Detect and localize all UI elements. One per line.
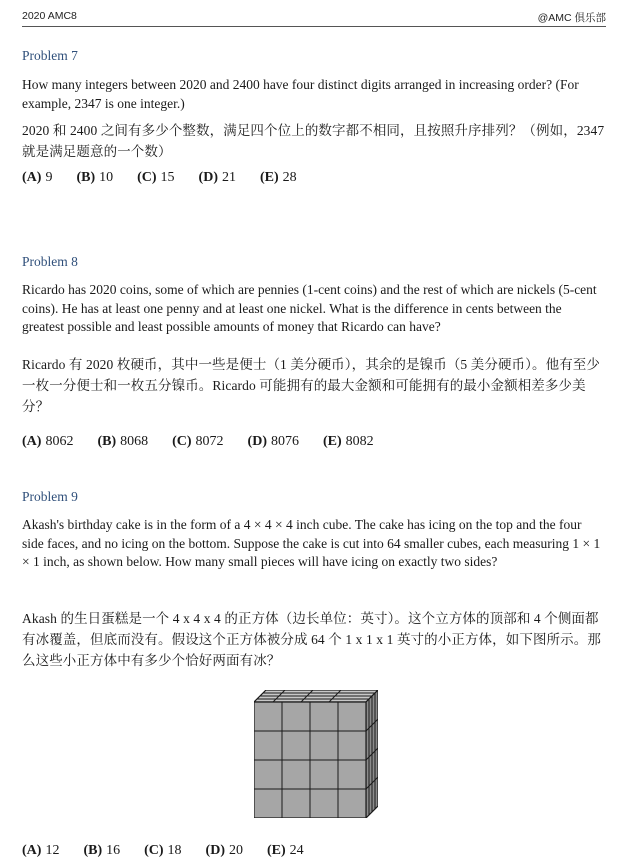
choice[interactable]: (A) 8062 xyxy=(22,434,74,449)
choice[interactable]: (B) 16 xyxy=(83,843,121,858)
choice[interactable]: (D) 21 xyxy=(198,170,236,185)
choice[interactable]: (A) 9 xyxy=(22,170,53,185)
problem-9-choices xyxy=(22,843,606,859)
problem-8-chinese: Ricardo 有 2020 枚硬币，其中一些是便士（1 美分硬币），其余的是镍币（5 美分硬币）。他有至少一枚一分便士和一枚五分镍币。Ricardo 可能拥有的最大金额和可能拥有的最小金额相差多少美分？ xyxy=(22,357,601,414)
problem-7-english: How many integers between 2020 and 2400 have four distinct digits arranged in increasing order? (For example, 2347 is one integer.) xyxy=(22,77,579,111)
header-divider xyxy=(22,26,606,27)
choice[interactable]: (B) 8068 xyxy=(97,434,149,449)
choice[interactable]: (E) 8082 xyxy=(322,434,374,449)
problem-7-chinese: 2020 和 2400 之间有多少个整数，满足四个位上的数字都不相同，且按照升序排列？（例如，2347 就是满足题意的一个数） xyxy=(22,123,605,159)
page-header xyxy=(22,8,606,26)
header-exam-label: 2020 AMC8 xyxy=(22,10,77,22)
header-club-label: @AMC 俱乐部 xyxy=(537,12,606,24)
choice[interactable]: (A) 12 xyxy=(22,843,60,858)
problem-9-chinese: Akash 的生日蛋糕是一个 4 x 4 x 4 的正方体（边长单位：英寸）。这个立方体的顶部和 4 个侧面都有冰覆盖，但底而没有。假设这个正方体被分成 64 个 1 x 1 x 1 英寸的小正方体，如下图所示。那么这些小正方体中有多少个恰好两面有冰？ xyxy=(22,611,601,668)
problem-8-choices xyxy=(22,434,606,450)
choice[interactable]: (E) 28 xyxy=(259,170,297,185)
problem-9-english: Akash's birthday cake is in the form of a 4 × 4 × 4 inch cube. The cake has icing on the top and the four side faces, and no icing on the bottom. Suppose the cake is cut into 64 smaller cubes, each measuring 1 × 1 × 1 inch, as shown below. How many small pieces will have icing on exactly two sides? xyxy=(22,517,601,569)
choice[interactable]: (E) 24 xyxy=(266,843,304,858)
choice[interactable]: (D) 20 xyxy=(205,843,243,858)
choice[interactable]: (B) 10 xyxy=(76,170,114,185)
choice[interactable]: (C) 15 xyxy=(137,170,175,185)
problem-8-title: Problem 8 xyxy=(22,254,78,269)
problem-7-title: Problem 7 xyxy=(22,48,78,63)
problem-8-english: Ricardo has 2020 coins, some of which are pennies (1-cent coins) and the rest of which are nickels (5-cent coins). He has at least one penny and at least one nickel. What is the difference in cents between the greatest possible and least possible amounts of money that Ricardo can have? xyxy=(22,282,597,334)
cube-figure xyxy=(254,690,378,818)
choice[interactable]: (D) 8076 xyxy=(247,434,299,449)
choice[interactable]: (C) 8072 xyxy=(172,434,224,449)
choice[interactable]: (C) 18 xyxy=(144,843,182,858)
problem-9-title: Problem 9 xyxy=(22,489,78,504)
problem-7-choices xyxy=(22,170,606,186)
